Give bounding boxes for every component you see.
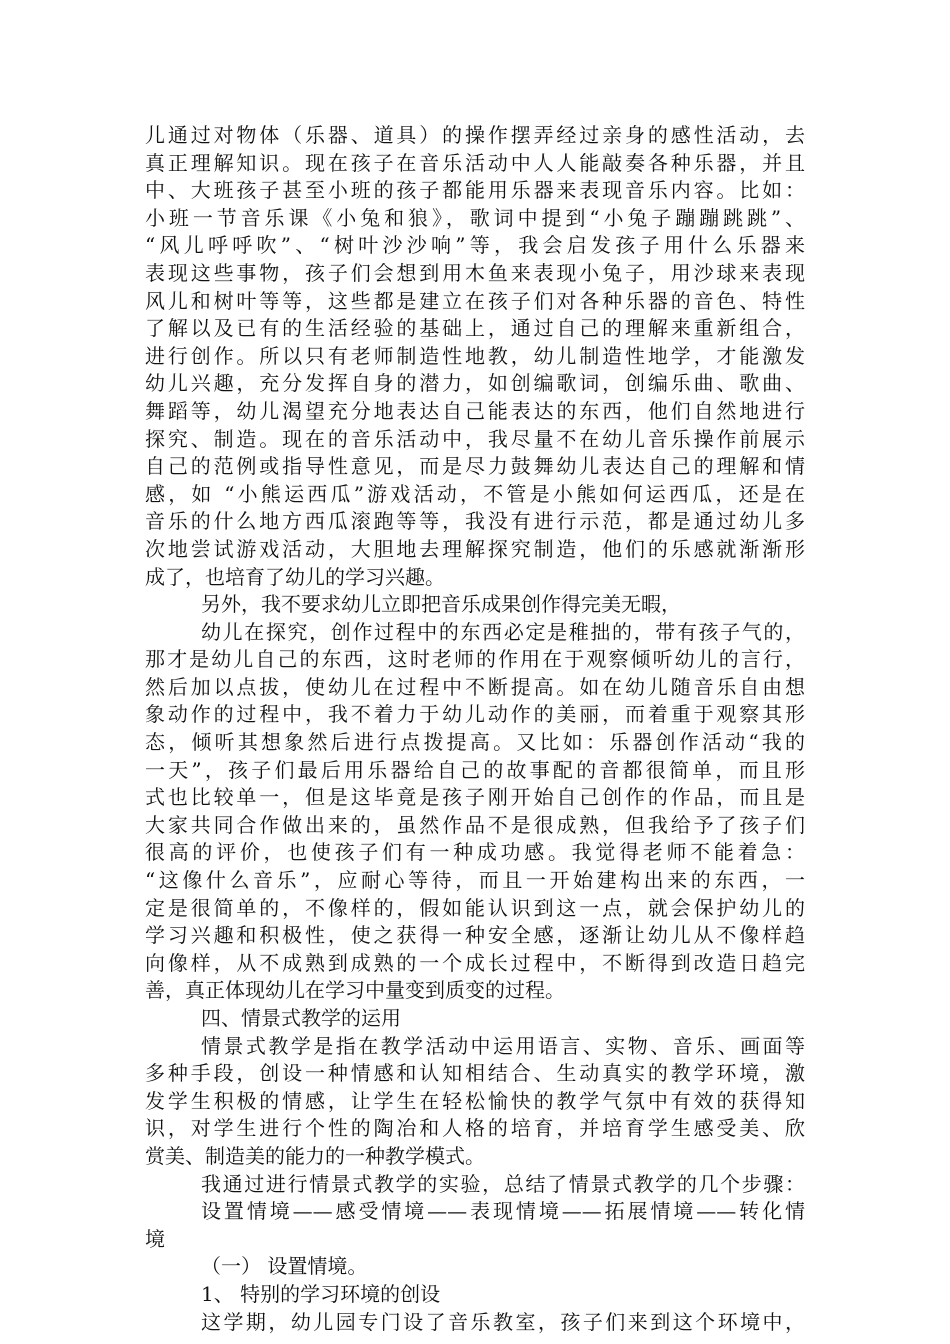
text-line: 定是很简单的，不像样的，假如能认识到这一点，就会保护幼儿的	[145, 895, 805, 920]
text-line: 然后加以点拔，使幼儿在过程中不断提高。如在幼儿随音乐自由想	[145, 674, 805, 699]
text-line: 态，倾听其想象然后进行点拨提高。又比如：乐器创作活动“我的	[145, 730, 805, 755]
text-line: 幼儿在探究，创作过程中的东西必定是稚拙的，带有孩子气的，	[201, 619, 805, 644]
text-line: 大家共同合作做出来的，虽然作品不是很成熟，但我给予了孩子们	[145, 812, 805, 837]
text-line: 式也比较单一，但是这毕竟是孩子刚开始自己创作的作品，而且是	[145, 785, 805, 810]
text-line: 我通过进行情景式教学的实验，总结了情景式教学的几个步骤：	[201, 1171, 805, 1196]
text-line: 自己的范例或指导性意见，而是尽力鼓舞幼儿表达自己的理解和情	[145, 454, 805, 479]
text-line: 那才是幼儿自己的东西，这时老师的作用在于观察倾听幼儿的言行，	[145, 647, 805, 672]
text-line: 风儿和树叶等等，这些都是建立在孩子们对各种乐器的音色、特性	[145, 288, 805, 313]
text-line: 1、 特别的学习环境的创设	[201, 1281, 441, 1306]
text-line: 学习兴趣和积极性，使之获得一种安全感，逐渐让幼儿从不像样趋	[145, 923, 805, 948]
text-line: 境	[145, 1226, 165, 1251]
text-line: 儿通过对物体（乐器、道具）的操作摆弄经过亲身的感性活动，去	[145, 123, 805, 147]
text-line: 赏美、制造美的能力的一种教学模式。	[145, 1143, 485, 1168]
text-line: 幼儿兴趣，充分发挥自身的潜力，如创编歌词，创编乐曲、歌曲、	[145, 371, 805, 396]
text-line: 音乐的什么地方西瓜滚跑等等，我没有进行示范，都是通过幼儿多	[145, 509, 805, 534]
text-line: 发学生积极的情感，让学生在轻松愉快的教学气氛中有效的获得知	[145, 1088, 805, 1113]
text-line: 进行创作。所以只有老师制造性地教，幼儿制造性地学，才能激发	[145, 343, 805, 368]
text-line: 向像样，从不成熟到成熟的一个成长过程中，不断得到改造日趋完	[145, 950, 805, 975]
text-line: 成了，也培育了幼儿的学习兴趣。	[145, 564, 445, 589]
text-line: 多种手段，创设一种情感和认知相结合、生动真实的教学环境，激	[145, 1061, 805, 1086]
text-line: 探究、制造。现在的音乐活动中，我尽量不在幼儿音乐操作前展示	[145, 426, 805, 451]
text-line: 一天”，孩子们最后用乐器给自己的故事配的音都很简单，而且形	[145, 757, 805, 782]
text-line: 四、情景式教学的运用	[201, 1006, 401, 1030]
text-line: （一） 设置情境。	[201, 1254, 368, 1279]
text-line: 中、大班孩子甚至小班的孩子都能用乐器来表现音乐内容。比如：	[145, 178, 805, 203]
text-line: 情景式教学是指在教学活动中运用语言、实物、音乐、画面等	[201, 1033, 805, 1058]
text-line: 这学期，幼儿园专门设了音乐教室，孩子们来到这个环境中，	[201, 1309, 805, 1334]
text-line: 舞蹈等，幼儿渴望充分地表达自己能表达的东西，他们自然地进行	[145, 398, 805, 423]
text-line: 识，对学生进行个性的陶冶和人格的培育，并培育学生感受美、欣	[145, 1116, 805, 1141]
text-line: 小班一节音乐课《小兔和狼》，歌词中提到“小兔子蹦蹦跳跳”、	[145, 205, 805, 230]
text-line: “这像什么音乐”，应耐心等待，而且一开始建构出来的东西，一	[145, 868, 805, 893]
text-line: 次地尝试游戏活动，大胆地去理解探究制造，他们的乐感就渐渐形	[145, 536, 805, 561]
text-line: “风儿呼呼吹”、“树叶沙沙响”等，我会启发孩子用什么乐器来	[145, 233, 805, 258]
text-line: 真正理解知识。现在孩子在音乐活动中人人能敲奏各种乐器，并且	[145, 150, 805, 175]
text-line: 表现这些事物，孩子们会想到用木鱼来表现小兔子，用沙球来表现	[145, 260, 805, 285]
text-line: 设置情境——感受情境——表现情境——拓展情境——转化情	[201, 1199, 805, 1224]
text-line: 另外，我不要求幼儿立即把音乐成果创作得完美无暇，	[201, 592, 681, 617]
text-line: 了解以及已有的生活经验的基础上，通过自己的理解来重新组合，	[145, 316, 805, 341]
text-line: 很高的评价，也使孩子们有一种成功感。我觉得老师不能着急：	[145, 840, 805, 865]
text-line: 感，如 “小熊运西瓜”游戏活动，不管是小熊如何运西瓜，还是在	[145, 481, 805, 506]
document-body	[145, 122, 805, 1336]
text-line: 善，真正体现幼儿在学习中量变到质变的过程。	[145, 978, 565, 1003]
text-line: 象动作的过程中，我不着力于幼儿动作的美丽，而着重于观察其形	[145, 702, 805, 727]
